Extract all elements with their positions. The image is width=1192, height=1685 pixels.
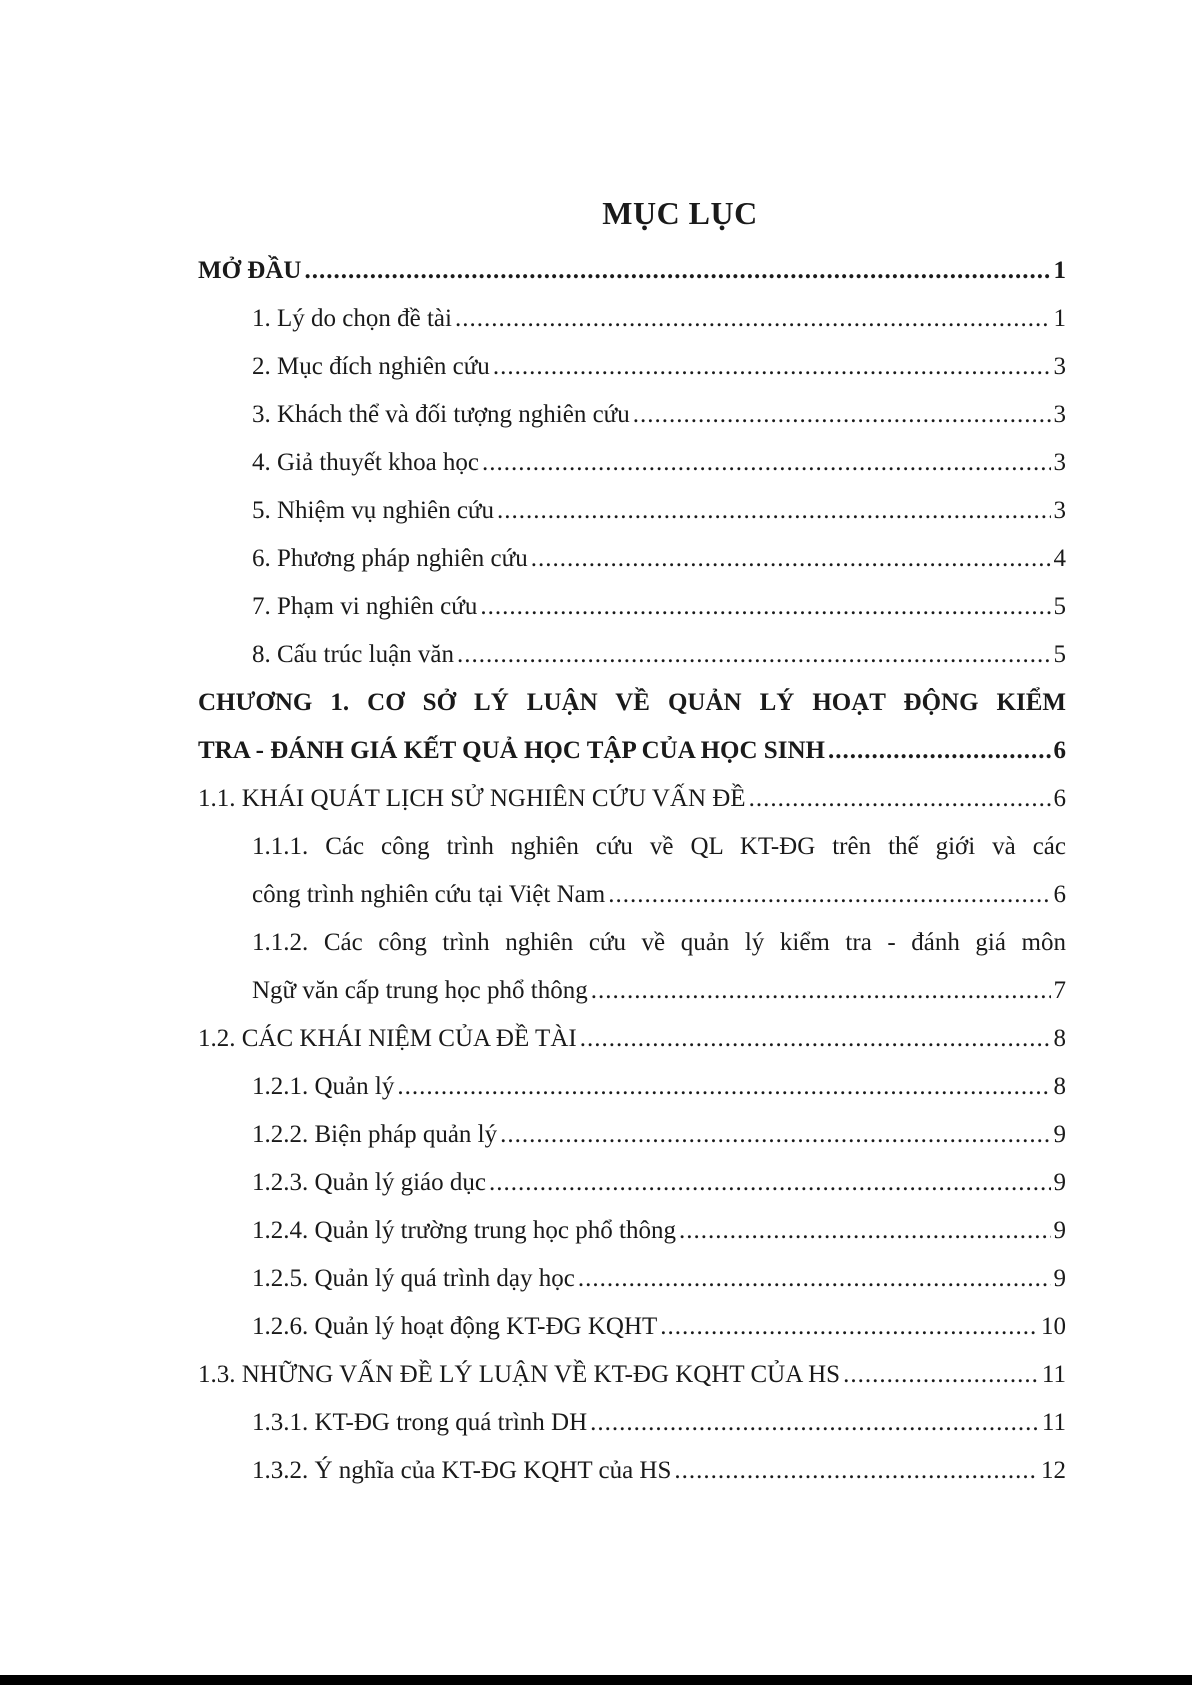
toc-entry-text: 1.1. KHÁI QUÁT LỊCH SỬ NGHIÊN CỨU VẤN ĐỀ xyxy=(198,785,746,812)
toc-entry xyxy=(198,295,1066,343)
toc-entry xyxy=(198,631,1066,679)
toc-entry-text: công trình nghiên cứu tại Việt Nam xyxy=(252,881,606,908)
toc-entry-page-number: 11 xyxy=(1041,1361,1066,1388)
dot-leader xyxy=(455,295,1051,343)
dot-leader xyxy=(500,1111,1050,1159)
toc-entry xyxy=(198,775,1066,823)
toc-entry-page-number: 5 xyxy=(1053,593,1066,620)
toc-entry-text: 2. Mục đích nghiên cứu xyxy=(252,353,490,380)
toc-entry xyxy=(198,1063,1066,1111)
dot-leader xyxy=(304,247,1050,295)
toc-entry-page-number: 1 xyxy=(1053,305,1066,332)
toc-entry-text: 8. Cấu trúc luận văn xyxy=(252,641,455,668)
toc-entry-page-number: 4 xyxy=(1053,545,1066,572)
toc-entry xyxy=(198,1111,1066,1159)
toc-entry-page-number: 8 xyxy=(1053,1073,1066,1100)
toc-entry-text: 1. Lý do chọn đề tài xyxy=(252,305,452,332)
toc-entry-text: 6. Phương pháp nghiên cứu xyxy=(252,545,528,572)
toc-entry-text: 1.2.3. Quản lý giáo dục xyxy=(252,1169,486,1196)
toc-entry: 1.1.1. Các công trình nghiên cứu về QL KT-ĐG trên thế giới và các xyxy=(252,833,1066,860)
dot-leader xyxy=(531,535,1051,583)
toc-entry xyxy=(198,343,1066,391)
toc-entry xyxy=(198,583,1066,631)
dot-leader xyxy=(480,583,1050,631)
toc-entry-page-number: 3 xyxy=(1053,353,1066,380)
dot-leader xyxy=(660,1303,1038,1351)
toc-entry-text: Ngữ văn cấp trung học phổ thông xyxy=(252,977,588,1004)
toc-entry-text: 7. Phạm vi nghiên cứu xyxy=(252,593,478,620)
toc-entry-page-number: 1 xyxy=(1053,257,1066,284)
toc-entry-text: 3. Khách thể và đối tượng nghiên cứu xyxy=(252,401,630,428)
dot-leader xyxy=(397,1063,1050,1111)
toc-entry: 1.1.2. Các công trình nghiên cứu về quản lý kiểm tra - đánh giá môn xyxy=(252,929,1066,956)
dot-leader xyxy=(497,487,1051,535)
dot-leader xyxy=(674,1447,1038,1495)
dot-leader xyxy=(591,967,1051,1015)
toc-entry-page-number: 9 xyxy=(1053,1121,1066,1148)
toc-entry-page-number: 3 xyxy=(1053,401,1066,428)
toc-entry xyxy=(198,1447,1066,1495)
toc-entry xyxy=(198,727,1066,775)
toc-entry xyxy=(198,487,1066,535)
toc-entry-page-number: 3 xyxy=(1053,449,1066,476)
toc-entry-text: 1.3. NHỮNG VẤN ĐỀ LÝ LUẬN VỀ KT-ĐG KQHT CỦA HS xyxy=(198,1361,841,1388)
toc-entry-page-number: 3 xyxy=(1053,497,1066,524)
toc-entry xyxy=(198,871,1066,919)
toc-entry-text: 5. Nhiệm vụ nghiên cứu xyxy=(252,497,494,524)
dot-leader xyxy=(493,343,1051,391)
toc-entry xyxy=(198,391,1066,439)
dot-leader xyxy=(633,391,1051,439)
toc-entry xyxy=(198,967,1066,1015)
toc-entry-text: TRA - ĐÁNH GIÁ KẾT QUẢ HỌC TẬP CỦA HỌC SINH xyxy=(198,737,825,764)
toc-entry xyxy=(198,1303,1066,1351)
toc-entry xyxy=(198,1351,1066,1399)
toc-entry-text: 1.2.2. Biện pháp quản lý xyxy=(252,1121,498,1148)
toc-title: MỤC LỤC xyxy=(602,195,758,231)
toc-entry-page-number: 12 xyxy=(1041,1457,1066,1484)
table-of-contents xyxy=(198,247,1066,1495)
dot-leader xyxy=(578,1255,1051,1303)
toc-entry-text: 1.2.6. Quản lý hoạt động KT-ĐG KQHT xyxy=(252,1313,658,1340)
dot-leader xyxy=(580,1015,1051,1063)
toc-entry-page-number: 6 xyxy=(1053,737,1066,764)
toc-entry xyxy=(198,1399,1066,1447)
toc-entry-page-number: 11 xyxy=(1041,1409,1066,1436)
toc-entry-page-number: 6 xyxy=(1053,881,1066,908)
dot-leader xyxy=(749,775,1051,823)
toc-entry-page-number: 5 xyxy=(1053,641,1066,668)
toc-entry-text: 1.2.1. Quản lý xyxy=(252,1073,395,1100)
dot-leader xyxy=(457,631,1050,679)
dot-leader xyxy=(489,1159,1051,1207)
toc-entry-page-number: 9 xyxy=(1053,1169,1066,1196)
dot-leader xyxy=(590,1399,1039,1447)
toc-entry-text: 4. Giả thuyết khoa học xyxy=(252,449,480,476)
dot-leader xyxy=(679,1207,1051,1255)
toc-entry-text: 1.2. CÁC KHÁI NIỆM CỦA ĐỀ TÀI xyxy=(198,1025,577,1052)
toc-entry-text: 1.3.1. KT-ĐG trong quá trình DH xyxy=(252,1409,588,1436)
toc-entry-page-number: 7 xyxy=(1053,977,1066,1004)
dot-leader xyxy=(828,727,1051,775)
toc-entry xyxy=(198,1207,1066,1255)
toc-entry xyxy=(198,535,1066,583)
page-bottom-edge xyxy=(0,1675,1192,1685)
dot-leader xyxy=(482,439,1050,487)
toc-entry-page-number: 8 xyxy=(1053,1025,1066,1052)
toc-entry: CHƯƠNG 1. CƠ SỞ LÝ LUẬN VỀ QUẢN LÝ HOẠT ĐỘNG KIỂM xyxy=(198,689,1066,716)
toc-entry-page-number: 9 xyxy=(1053,1265,1066,1292)
toc-entry xyxy=(198,1015,1066,1063)
toc-entry-page-number: 9 xyxy=(1053,1217,1066,1244)
toc-entry xyxy=(198,247,1066,295)
dot-leader xyxy=(843,1351,1039,1399)
dot-leader xyxy=(608,871,1050,919)
toc-entry xyxy=(198,1159,1066,1207)
toc-entry-text: 1.3.2. Ý nghĩa của KT-ĐG KQHT của HS xyxy=(252,1457,672,1484)
toc-entry-text: MỞ ĐẦU xyxy=(198,257,302,284)
toc-entry-page-number: 6 xyxy=(1053,785,1066,812)
toc-entry-text: 1.2.5. Quản lý quá trình dạy học xyxy=(252,1265,575,1292)
toc-entry-page-number: 10 xyxy=(1041,1313,1066,1340)
toc-entry xyxy=(198,439,1066,487)
toc-entry xyxy=(198,1255,1066,1303)
toc-entry-text: 1.2.4. Quản lý trường trung học phổ thông xyxy=(252,1217,676,1244)
